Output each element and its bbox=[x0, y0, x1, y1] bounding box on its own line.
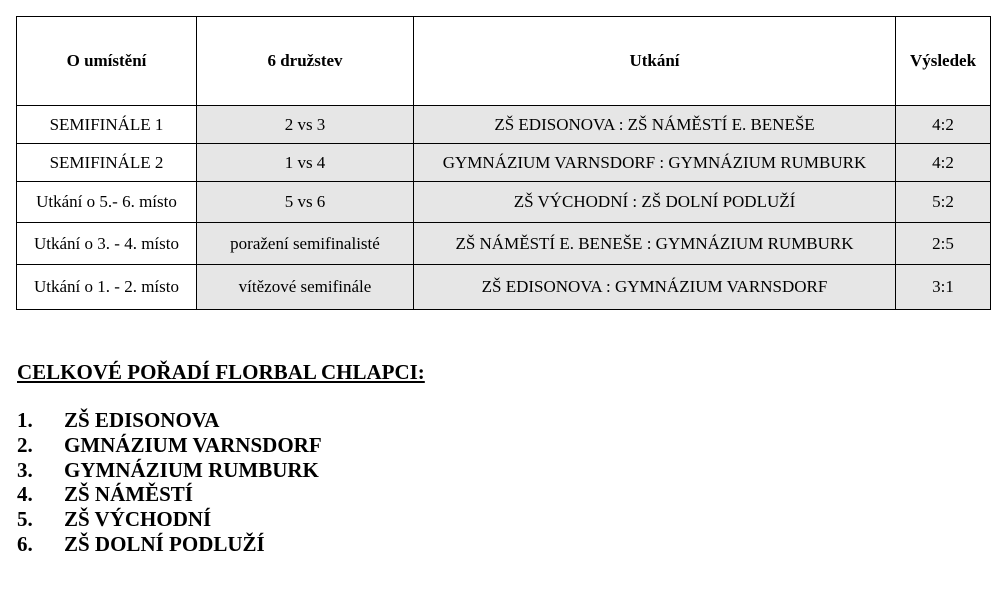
rank-number: 4. bbox=[17, 482, 33, 507]
rank-team: ZŠ VÝCHODNÍ bbox=[64, 507, 212, 532]
rank-team: ZŠ NÁMĚSTÍ bbox=[64, 482, 193, 507]
header-result: Výsledek bbox=[896, 17, 991, 106]
match-cell: ZŠ EDISONOVA : GYMNÁZIUM VARNSDORF bbox=[414, 265, 896, 310]
list-item bbox=[17, 408, 322, 433]
match-cell: ZŠ NÁMĚSTÍ E. BENEŠE : GYMNÁZIUM RUMBURK bbox=[414, 223, 896, 265]
rank-number: 1. bbox=[17, 408, 33, 432]
rank-number: 2. bbox=[17, 432, 33, 457]
result-cell: 3:1 bbox=[896, 265, 991, 310]
ranking-title: CELKOVÉ POŘADÍ FLORBAL CHLAPCI: bbox=[17, 360, 425, 384]
placement-cell: SEMIFINÁLE 2 bbox=[17, 144, 197, 182]
list-item bbox=[17, 482, 322, 507]
match-cell: ZŠ EDISONOVA : ZŠ NÁMĚSTÍ E. BENEŠE bbox=[414, 106, 896, 144]
list-item bbox=[17, 507, 322, 532]
placement-cell: Utkání o 5.- 6. místo bbox=[17, 182, 197, 223]
rank-number: 3. bbox=[17, 457, 33, 482]
teams-cell: 2 vs 3 bbox=[197, 106, 414, 144]
rank-team: ZŠ EDISONOVA bbox=[64, 408, 220, 432]
table-header-row bbox=[17, 17, 991, 106]
rank-number: 6. bbox=[17, 531, 33, 556]
table-row bbox=[17, 106, 991, 144]
table-row bbox=[17, 265, 991, 310]
result-cell: 4:2 bbox=[896, 106, 991, 144]
match-cell: ZŠ VÝCHODNÍ : ZŠ DOLNÍ PODLUŽÍ bbox=[414, 182, 896, 223]
result-cell: 5:2 bbox=[896, 182, 991, 223]
table-row bbox=[17, 182, 991, 223]
list-item bbox=[17, 458, 322, 483]
placement-cell: Utkání o 3. - 4. místo bbox=[17, 223, 197, 265]
placement-cell: SEMIFINÁLE 1 bbox=[17, 106, 197, 144]
rank-team: GYMNÁZIUM RUMBURK bbox=[64, 457, 319, 482]
teams-cell: poražení semifinalisté bbox=[197, 223, 414, 265]
table-row bbox=[17, 144, 991, 182]
rank-team: GMNÁZIUM VARNSDORF bbox=[64, 432, 322, 457]
ranking-list bbox=[17, 408, 322, 557]
result-cell: 4:2 bbox=[896, 144, 991, 182]
results-table bbox=[16, 16, 991, 310]
header-placement: O umístění bbox=[17, 17, 197, 106]
teams-cell: vítězové semifinále bbox=[197, 265, 414, 310]
result-cell: 2:5 bbox=[896, 223, 991, 265]
header-match: Utkání bbox=[414, 17, 896, 106]
match-cell: GYMNÁZIUM VARNSDORF : GYMNÁZIUM RUMBURK bbox=[414, 144, 896, 182]
placement-cell: Utkání o 1. - 2. místo bbox=[17, 265, 197, 310]
teams-cell: 1 vs 4 bbox=[197, 144, 414, 182]
list-item bbox=[17, 433, 322, 458]
rank-number: 5. bbox=[17, 507, 33, 532]
table-row bbox=[17, 223, 991, 265]
list-item bbox=[17, 532, 322, 557]
teams-cell: 5 vs 6 bbox=[197, 182, 414, 223]
header-teams: 6 družstev bbox=[197, 17, 414, 106]
rank-team: ZŠ DOLNÍ PODLUŽÍ bbox=[64, 531, 265, 556]
